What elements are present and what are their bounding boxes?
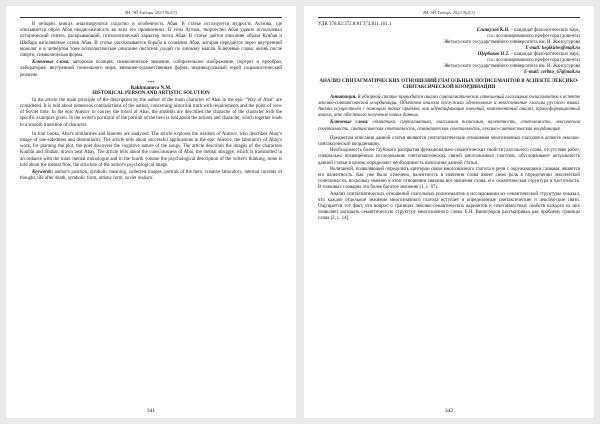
second-paragraph: In four books, Abai's similarities and features are analyzed. The article explores the wisdom of Auezov, who describes Abay's image of one-sidedness and dissimilarity. The article tells about successful applications in the epic Auezov, the laboratory of Abay's work, for planting the plot, the poet discovers the cognitive nature of the songs. The article describes the images of the characters Kunbai and Shubar, drawn near Abay. The article tells about the consciousness of Abai, the mental struggle, which is transmitted in accordance with the inner mental monologue and in the fourth volume the psychological description of the writer's thinking, mine is told about the mental flow, the structure of the author's psychological image. bbox=[20, 131, 282, 168]
author1-line1: Егинкулов К.Н. – кандидат филологических наук, bbox=[476, 28, 580, 34]
abstract-label: Аннотация. bbox=[330, 94, 357, 100]
author2-name: Щербаков Н.Т. bbox=[477, 52, 510, 58]
keywords-label: Ключевые слова: bbox=[32, 60, 70, 66]
running-header: ВА ЭЙ Хабари 2023 №3(3) bbox=[318, 10, 580, 18]
section-separator: *** bbox=[147, 80, 155, 86]
email-label: E-mail: bbox=[524, 70, 540, 76]
email-label: E-mail: bbox=[525, 46, 541, 52]
author1-line2: п.о. ассоциированного профессора (доцента) bbox=[487, 34, 580, 40]
author2-line1: Щербаков Н.Т. – кандидат филологических наук, bbox=[477, 52, 580, 58]
author2-line2: п.о. ассоциированного профессора (доцента) bbox=[487, 58, 580, 64]
abstract-paragraph bbox=[318, 95, 580, 120]
right-page bbox=[304, 6, 594, 418]
author1-line3: Жетысуского государственного университета им. И. Жансугурова bbox=[444, 40, 580, 46]
body-paragraph-2: Необходимость более глубокого раскрытия функционально-семантических свойств глагольного слова, отсутствие работ, специально посвящённых исследованию синтагматических связей многозначных глаголов, обусловливают актуальность данной статьи в целом, определяют необходимость написания данной статьи. bbox=[318, 148, 580, 166]
abstract-paragraph: In the article the main principle of the description by the author of the main character of Abai in the epic "Way of Abai" are considered. It is told about numerous contradictions of the author, concerning historical truth with requirements and the point of view of Soviet time. In the epic Auezov to convey the mood of Abai, the students are described the character of the character with the specific examples given. In the writer's portrayal of the portrait of the hero is told about the actions and character, which together leads to a smooth transition of character. bbox=[20, 97, 282, 128]
abstract-text: В обзорной статье проводится анализ синтагматических отношений глагольных полисемантов в аспекте лексико-синтаксической координации. Объектом анализа послужили однозначные и многозначные глаголы русского языка. Анализ осуществлён с помощью таких приёмов, как идентификация значений, компонентный анализ, трансформационный анализ, что обеспечило получение новых данных. bbox=[318, 94, 580, 119]
body-paragraph-4: Анализ синтагматических отношений глагольных полисемантов в исследовании их семантической структуры показал, что каждое отдельное значение многозначного глагола вступает в определённые синтаксические и лексические связи. Ощущается тот факт, что вопрос о границах лексико-семантических вариантов и сочетаемостных свойств каждого из них позволяет раскрыть семантическую структуру многозначного слова. Б.Н. Виноградов рассматривал как проблему границы слова [2, с. 14]. bbox=[318, 191, 580, 222]
left-page bbox=[6, 6, 296, 418]
author1-email[interactable]: kegikulov@mail.ru bbox=[541, 46, 580, 52]
keywords-en-paragraph bbox=[20, 170, 282, 182]
keywords-paragraph bbox=[20, 60, 282, 79]
keywords-en-text: author's position, symbolic meaning, collected images, portrait of the hero, creative laboratory, internal currents of thought, life after death, symbolic form, artistic form, soviet realism. bbox=[20, 170, 282, 182]
keywords-label: Ключевые слова: bbox=[330, 120, 369, 126]
udk-code: УДК 378.02:372.8:81'373:811.161.1 bbox=[318, 22, 392, 27]
keywords-text: семантика, синтагматика, глагольная полисемия, валентность, сочетаемость, лексическая сочетаемость, синтаксическая сочетаемость, семантическая сочетаемость, лексико-синтаксическая координация. bbox=[318, 120, 580, 132]
page-number: 342 bbox=[444, 408, 454, 414]
keywords-en-label: Keywords: bbox=[32, 170, 53, 176]
author1-name: Егинкулов К.Н. bbox=[476, 28, 510, 34]
article-title: HISTORICAL PERSON AND ARTISTIC SOLUTION bbox=[92, 90, 210, 96]
article-title: АНАЛИЗ СИНТАГМАТИЧЕСКИХ ОТНОШЕНИЙ ГЛАГОЛЬНЫХ ПОЛИСЕМАНТОВ В АСПЕКТЕ ЛЕКСИКО-СИНТАКСИЧЕСКОЙ КООРДИНАЦИИ bbox=[319, 79, 579, 91]
author2-email[interactable]: cerbko_67@mail.ru bbox=[540, 70, 580, 76]
running-header: ВА ЭЙ Хабари 2023 №3(3) bbox=[20, 10, 282, 18]
author2-email-row bbox=[318, 70, 580, 76]
author2-line3: Жетысуского государственного университета им. И. Жансугурова bbox=[444, 64, 580, 70]
intro-paragraph: В четырёх книгах анализируются сходство и особенность Абая. В статье исследуется мудрость Ауэзова, где описывается образ Абая неоднозначность во всех его проявлениях. В этом Ауэзов, творчество Абая удачно использовал исторический синтез, раскрывающий, психологический характер поэта Абая. В статье даётся описание образа Кунбая и Шибара наполняемое основ Абая. В статье рассказывается борьба в сознании Абая, которая передаётся через внутренний монолог и в четвёртом томе психологическое описание писателя уходит по личному мысли. Ключевые слова: жизнь после смерти, символическая форма. bbox=[20, 22, 282, 59]
body-paragraph-1: Предметом описания данной статьи являются синтагматические отношения многозначных глаголов в аспекте лексико-синтаксической координации. bbox=[318, 135, 580, 148]
keywords-paragraph bbox=[318, 120, 580, 132]
body-paragraph-3: Величиной, позволяющей определить критерии связи многозначного глагола в речи с окружающими словами, является его валентность. Как уже было отмечено, валентность в значении слова имеет свою роль в определении лексической сочетаемости, поскольку именно в этом отношении связаны все значения слова, его семантическая структура и частотность. В толковых словарях это более богатое значение (1, с. 87). bbox=[318, 166, 580, 191]
keywords-text: авторская позиция, символическое значение, собирательное изображение, портрет и прообраз, лаборатория, внутренний тоннельного мира, внешнее-художественная форма, индивидуальный герой социалистический реализм. bbox=[20, 60, 283, 78]
page-number: 341 bbox=[146, 408, 156, 414]
article-author: Rakhmanova N.M. bbox=[130, 85, 172, 91]
